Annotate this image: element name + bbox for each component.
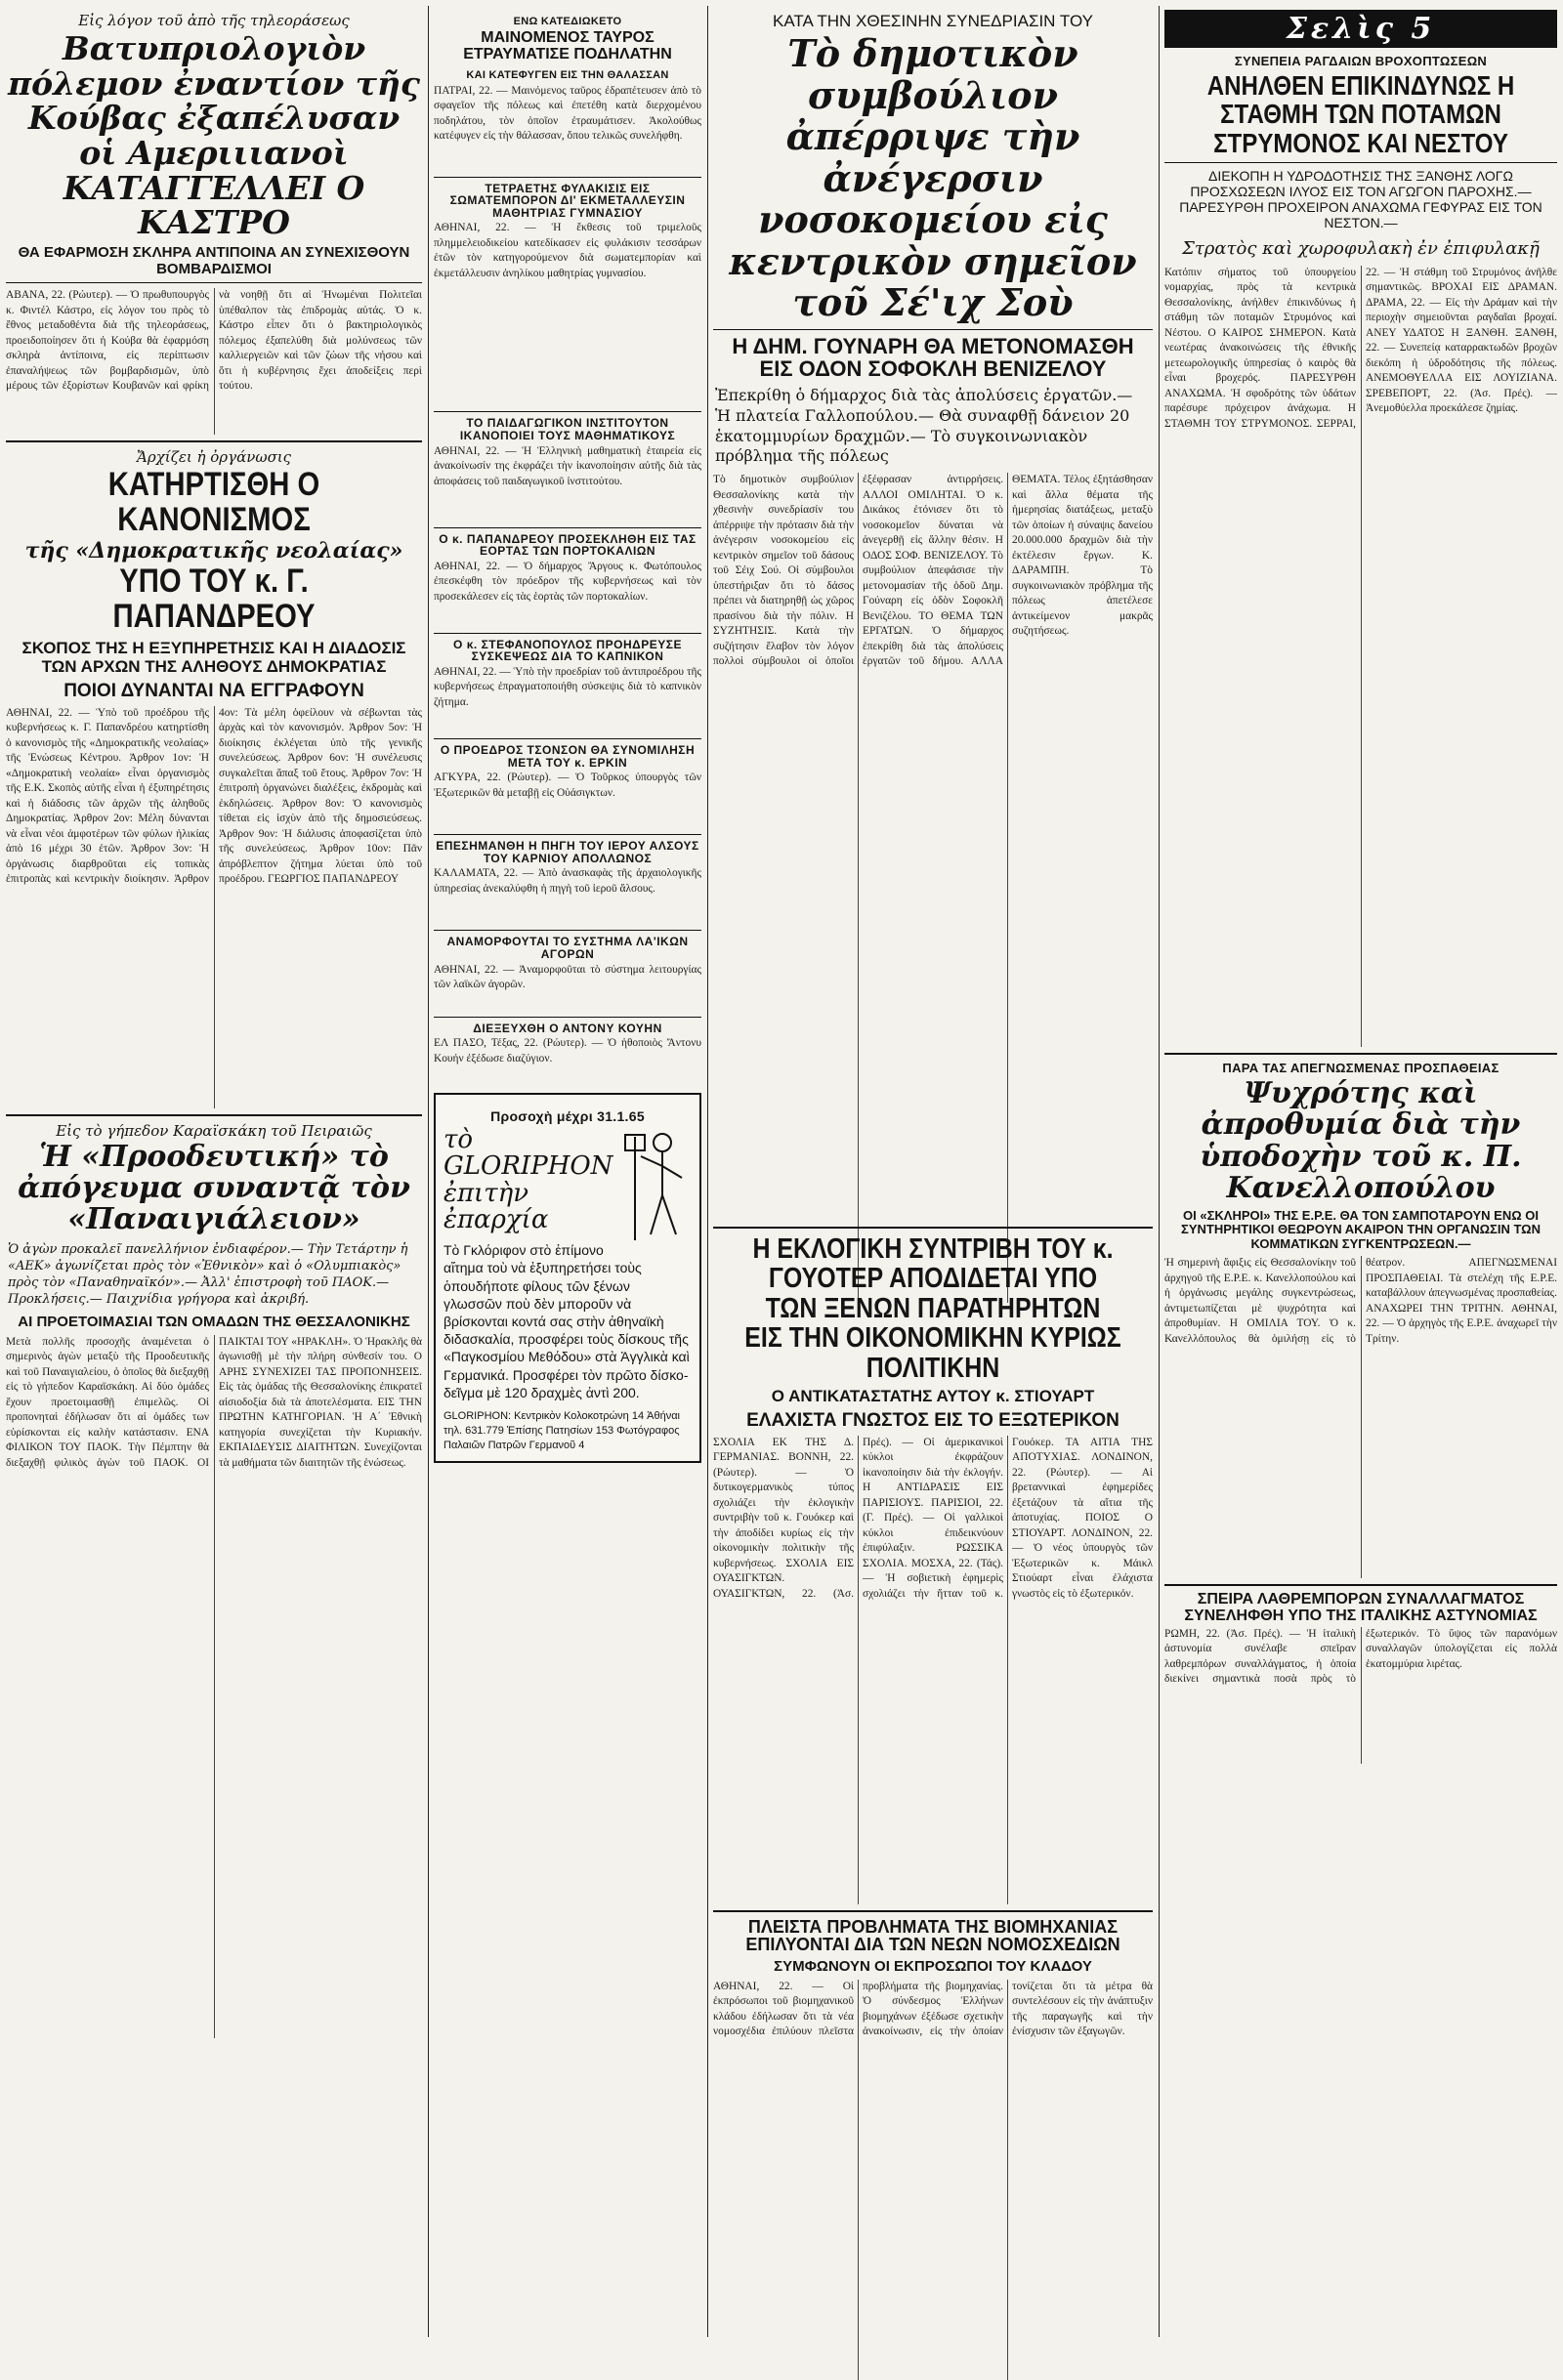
headline-quinn: ΔΙΕΞΕΥΧΘΗ Ο ΑΝΤΟΝΥ ΚΟΥΗΝ	[473, 1021, 662, 1035]
divider	[434, 930, 701, 931]
kicker: Εἰς τὸ γήπεδον Καραϊσκάκη τοῦ Πειραιῶς	[56, 1121, 372, 1140]
headline-institute: ΤΟ ΠΑΙΔΑΓΩΓΙΚΟΝ ΙΝΣΤΙΤΟΥΤΟΝ ΙΚΑΝΟΠΟΙΕΙ ΤΟΥΣ ΜΑΘΗΜΑΤΙΚΟΥΣ	[459, 416, 676, 442]
article-body: ΡΩΜΗ, 22. (Ἀσ. Πρές). — Ἡ ἰταλικὴ ἀστυνομία συνέλαβε σπεῖραν λαθρεμπόρων συναλλάγματος, ἡ ὁποία διεκίνει σημαντικὰ ποσὰ πρὸς τὸ ἐξωτερικόν. Τὸ ὕψος τῶν παρανόμων συναλλαγῶν ὑπολογίζεται εἰς πολλὰ ἑκατομμύρια λιρέτας.	[1164, 1627, 1557, 1686]
headline-regulation-sub: τῆς «Δημοκρατικῆς νεολαίας»	[24, 537, 403, 564]
headline-council: Τὸ δημοτικὸν συμβούλιον ἀπέρριψε τὴν ἀνέγερσιν νοσοκομείου εἰς κεντρικὸν σημεῖον τοῦ Σέ'ιχ Σοὺ	[729, 31, 1137, 325]
kicker: Ἄρχίζει ἡ ὀργάνωσις	[136, 448, 292, 467]
headline-tobacco: Ο κ. ΣΤΕΦΑΝΟΠΟΥΛΟΣ ΠΡΟΗΔΡΕΥΣΕ ΣΥΣΚΕΨΕΩΣ ΔΙΑ ΤΟ ΚΑΠΝΙΚΟΝ	[453, 637, 682, 664]
article-body: ΑΘΗΝΑΙ, 22. — Ὁ δήμαρχος Ἄργους κ. Φωτόπουλος ἐπεσκέφθη τὸν πρόεδρον τῆς κυβερνήσεως καὶ τὸν προσεκάλεσεν εἰς τὰς ἑορτὰς τῶν πορτοκαλίων.	[434, 560, 701, 603]
headline-industry: ΠΛΕΙΣΤΑ ΠΡΟΒΛΗΜΑΤΑ ΤΗΣ ΒΙΟΜΗΧΑΝΙΑΣ ΕΠΙΛΥΟΝΤΑΙ ΔΙΑ ΤΩΝ ΝΕΩΝ ΝΟΜΟΣΧΕΔΙΩΝ	[745, 1916, 1120, 1955]
gloriphon-advertisement	[434, 1093, 701, 1462]
headline-johnson: Ο ΠΡΟΕΔΡΟΣ ΤΣΟΝΣΟΝ ΘΑ ΣΥΝΟΜΙΛΗΣΗ ΜΕΤΑ ΤΟΥ κ. ΕΡΚΙΝ	[440, 742, 696, 770]
headline-bull: ΜΑΙΝΟΜΕΝΟΣ ΤΑΥΡΟΣ ΕΤΡΑΥΜΑΤΙΣΕ ΠΟΔΗΛΑΤΗΝ	[463, 29, 672, 63]
article-body: ΑΘΗΝΑΙ, 22. — Ἡ ἔκθεσις τοῦ τριμελοῦς πλημμελειοδικείου κατεδίκασεν εἰς φυλάκισιν τεσσάρων ἐτῶν τὸν κατηγορούμενον διὰ σωματεμπορίαν καὶ ἐκμετάλλευσιν ἀνηλίκου μαθητρίας γυμνασίου.	[434, 222, 701, 279]
page-number-logo: Σελὶς 5	[1164, 10, 1557, 48]
kicker: ΕΝΩ ΚΑΤΕΔΙΩΚΕΤΟ	[513, 16, 622, 27]
divider	[713, 1227, 1153, 1229]
column-rule	[707, 6, 708, 2337]
divider	[434, 738, 701, 739]
ad-deadline: Προσοχὴ μέχρι 31.1.65	[490, 1108, 645, 1125]
divider	[434, 633, 701, 634]
article-body: Κατόπιν σήματος τοῦ ὑπουργείου νομαρχίας, πρὸς τὰ κεντρικὰ Θεσσαλονίκης, ἀνήλθεν ἐπικινδύνως ἡ στάθμη τῶν ποταμῶν Στρυμόνος καὶ Νέστου. Ο ΚΑΙΡΟΣ ΣΗΜΕΡΟΝ. Κατὰ νεωτέρας ἀνακοινώσεις τῆς ἐθνικῆς μετεωρολογικῆς ὑπηρεσίας ὁ καιρὸς θὰ εἶναι βροχερός. ΠΑΡΕΣΥΡΘΗ ΑΝΑΧΩΜΑ. Ἡ σφοδρότης τῶν ὑδάτων παρέσυρε πρόχειρον ἀνάχωμα. Η ΣΤΑΘΜΗ ΤΟΥ ΣΤΡΥΜΟΝΟΣ. ΣΕΡΡΑΙ, 22. — Ἡ στάθμη τοῦ Στρυμόνος ἀνῆλθε σημαντικῶς. ΒΡΟΧΑΙ ΕΙΣ ΔΡΑΜΑΝ. ΔΡΑΜΑ, 22. — Εἰς τὴν Δράμαν καὶ τὴν περιοχὴν σημειοῦνται ραγδαῖαι βροχαί. ΑΝΕΥ ΥΔΑΤΟΣ Η ΞΑΝΘΗ. ΞΑΝΘΗ, 22. — Συνεπείᾳ καταρρακτωδῶν βροχῶν διεκόπη ἡ ὑδροδότησις τῆς πόλεως. ΑΝΕΜΟΘΥΕΛΛΑ ΕΙΣ ΛΟΥΙΖΙΑΝΑ. ΣΡΕΒΕΠΟΡΤ, 22. (Ἀσ. Πρές). — Ἀνεμοθύελλα προεκάλεσε ζημίας.	[1164, 266, 1557, 430]
column-center-bottom	[713, 1221, 1153, 2380]
article-body: Ἡ σημερινὴ ἄφιξις εἰς Θεσσαλονίκην τοῦ ἀρχηγοῦ τῆς Ε.Ρ.Ε. κ. Κανελλοπούλου καὶ ἡ ὀργάνωσις μεγάλης συγκεντρώσεως, ἀντιμετωπίζεται μὲ ψυχρότητα καὶ ἀπροθυμίαν. Η ΟΜΙΛΙΑ ΤΟΥ. Ὁ κ. Κανελλόπουλος θὰ ὁμιλήσῃ εἰς τὸ θέατρον. ΑΠΕΓΝΩΣΜΕΝΑΙ ΠΡΟΣΠΑΘΕΙΑΙ. Τὰ στελέχη τῆς Ε.Ρ.Ε. καταβάλλουν ἀπεγνωσμένας προσπαθείας. ΑΝΑΧΩΡΕΙ ΤΗΝ ΤΡΙΤΗΝ. ΑΘΗΝΑΙ, 22. — Ὁ ἀρχηγὸς τῆς Ε.Ρ.Ε. ἀναχωρεῖ τὴν Τρίτην.	[1164, 1257, 1557, 1345]
article-body: ΑΘΗΝΑΙ, 22. — Οἱ ἐκπρόσωποι τοῦ βιομηχανικοῦ κλάδου ἐδήλωσαν ὅτι τὰ νέα νομοσχέδια ἐπιλύουν πλεῖστα προβλήματα τῆς βιομηχανίας. Ὁ σύνδεσμος Ἑλλήνων βιομηχάνων ἐξέδωσε σχετικὴν ἀνακοίνωσιν, εἰς τὴν ὁποίαν τονίζεται ὅτι τὰ μέτρα θὰ συντελέσουν εἰς τὴν ἀνάπτυξιν τῆς παραγωγῆς καὶ τὴν ἐνίσχυσιν τῶν ἐξαγωγῶν.	[713, 1980, 1153, 2038]
article-body: ΕΛ ΠΑΣΟ, Τέξας, 22. (Ρώυτερ). — Ὁ ἠθοποιὸς Ἄντονυ Κουήν ἐξέδωσε διαζύγιον.	[434, 1037, 701, 1065]
lead-paragraph: Στρατὸς καὶ χωροφυλακὴ ἐν ἐπιφυλακῇ	[1182, 237, 1540, 259]
divider	[434, 834, 701, 835]
article-body: ΠΑΤΡΑΙ, 22. — Μαινόμενος ταῦρος ἐδραπέτευσεν ἀπὸ τὸ σφαγεῖον τῆς πόλεως καὶ ἐπετέθη κατὰ διερχομένου ποδηλάτου, τὸν ὁποῖον ἐτραυμάτισεν. Ἀκολούθως κατέφυγεν εἰς τὴν θάλασσαν, ὅπου τελικῶς συνελήφθη.	[434, 84, 701, 143]
person-with-sign-icon	[623, 1127, 692, 1244]
column-rule	[428, 6, 429, 2337]
headline-markets: ΑΝΑΜΟΡΦΟΥΤΑΙ ΤΟ ΣΥΣΤΗΜΑ ΛΑ'ΙΚΩΝ ΑΓΟΡΩΝ	[446, 935, 689, 961]
subheadline: ΔΙΕΚΟΠΗ Η ΥΔΡΟΔΟΤΗΣΙΣ ΤΗΣ ΞΑΝΘΗΣ ΛΟΓΩ ΠΡΟΣΧΩΣΕΩΝ ΙΛΥΟΣ ΕΙΣ ΤΟΝ ΑΓΩΓΟΝ ΠΑΡΟΧΗΣ.— ΠΑΡΕΣΥΡΘΗ ΠΡΟΧΕΙΡΟΝ ΑΝΑΧΩΜΑ ΓΕΦΥΡΑΣ ΕΙΣ ΤΟΝ ΝΕΣΤΟΝ.—	[1179, 168, 1542, 231]
headline-regulation: ΚΑΤΗΡΤΙΣΘΗ Ο ΚΑΝΟΝΙΣΜΟΣ	[107, 466, 320, 538]
ad-title: τὸ GLORIPHON ἐπιτὴν ἐπαρχία	[444, 1125, 613, 1234]
headline-kanellopoulos: Ψυχρότης καὶ ἀπροθυμία διὰ τὴν ὑποδοχὴν τοῦ κ. Π. Κανελλοπούλου	[1200, 1075, 1522, 1206]
divider	[6, 282, 422, 283]
headline-oranges: Ο κ. ΠΑΠΑΝΔΡΕΟΥ ΠΡΟΣΕΚΛΗΘΗ ΕΙΣ ΤΑΣ ΕΟΡΤΑΣ ΤΩΝ ΠΟΡΤΟΚΑΛΙΩΝ	[439, 531, 697, 559]
subheadline-street: Η ΔΗΜ. ΓΟΥΝΑΡΗ ΘΑ ΜΕΤΟΝΟΜΑΣΘΗ ΕΙΣ ΟΔΟΝ ΣΟΦΟΚΛΗ ΒΕΝΙΖΕΛΟΥ	[732, 333, 1134, 381]
headline-smugglers: ΣΠΕΙΡΑ ΛΑΘΡΕΜΠΟΡΩΝ ΣΥΝΑΛΛΑΓΜΑΤΟΣ ΣΥΝΕΛΗΦΘΗ ΥΠΟ ΤΗΣ ΙΤΑΛΙΚΗΣ ΑΣΤΥΝΟΜΙΑΣ	[1184, 1591, 1538, 1625]
subheadline: ΚΑΙ ΚΑΤΕΦΥΓΕΝ ΕΙΣ ΤΗΝ ΘΑΛΑΣΣΑΝ	[466, 68, 669, 81]
kicker: ΣΥΝΕΠΕΙΑ ΡΑΓΔΑΙΩΝ ΒΡΟΧΟΠΤΩΣΕΩΝ	[1234, 54, 1488, 68]
lead-paragraph: Ἐπεκρίθη ὁ δήμαρχος διὰ τὰς ἀπολύσεις ἐργατῶν.— Ἡ πλατεία Γαλλοπούλου.— Θὰ συναφθῇ δάνειον 20 ἑκατομμυρίων δραχμῶν.— Τὸ συγκοινωνιακὸν πρόβλημα τῆς πόλεως	[715, 386, 1133, 466]
divider	[434, 527, 701, 528]
subheadline: ΘΑ ΕΦΑΡΜΟΣΗ ΣΚΛΗΡΑ ΑΝΤΙΠΟΙΝΑ ΑΝ ΣΥΝΕΧΙΣΘΟΥΝ ΒΟΜΒΑΡΔΙΣΜΟΙ	[18, 243, 410, 277]
lead-paragraph: Ὁ ἀγὼν προκαλεῖ πανελλήνιον ἐνδιαφέρον.— Τὴν Τετάρτην ἡ «ΑΕΚ» ἀγωνίζεται πρὸς τὸν «Ἐθνικὸν» καὶ ὁ «Ολυμπιακὸς» πρὸς τὸν «Παναθηναϊκόν».— Ἀλλ' ἐπιστροφὴ τοῦ ΠΑΟΚ.— Προκλήσεις.— Παιχνίδια γρήγορα καὶ ἀκριβή.	[8, 1241, 408, 1307]
subheadline: ΟΙ «ΣΚΛΗΡΟΙ» ΤΗΣ Ε.Ρ.Ε. ΘΑ ΤΟΝ ΣΑΜΠΟΤΑΡΟΥΝ ΕΝΩ ΟΙ ΣΥΝΤΗΡΗΤΙΚΟΙ ΘΕΩΡΟΥΝ ΑΚΑΙΡΟΝ ΤΗΝ ΟΡΓΑΝΩΣΙΝ ΤΩΝ ΚΟΜΜΑΤΙΚΩΝ ΣΥΓΚΕΝΤΡΩΣΕΩΝ.—	[1181, 1207, 1541, 1252]
column-rule	[1159, 6, 1160, 2337]
divider	[434, 1017, 701, 1018]
divider	[1164, 1584, 1557, 1586]
divider	[6, 1114, 422, 1116]
headline-election: Η ΕΚΛΟΓΙΚΗ ΣΥΝΤΡΙΒΗ ΤΟΥ κ. ΓΟΥΟΤΕΡ ΑΠΟΔΙΔΕΤΑΙ ΥΠΟ ΤΩΝ ΞΕΝΩΝ ΠΑΡΑΤΗΡΗΤΩΝ ΕΙΣ ΤΗΝ ΟΙΚΟΝΟΜΙΚΗΝ ΚΥΡΙΩΣ ΠΟΛΙΤΙΚΗΝ	[744, 1233, 1121, 1384]
article-body: Τὸ δημοτικὸν συμβούλιον Θεσσαλονίκης κατὰ τὴν χθεσινὴν συνεδρίασίν του ἀπέρριψε τὴν πρότασιν διὰ τὴν ἀνέγερσιν νοσοκομείου εἰς κεντρικὸν σημεῖον τοῦ δάσους τοῦ Σέιχ Σού. Οἱ σύμβουλοι ὑπεστήριξαν ὅτι τὸ δάσος πρέπει νὰ διατηρηθῇ ὡς χῶρος πρασίνου διὰ τὴν πόλιν. Η ΣΥΖΗΤΗΣΙΣ. Κατὰ τὴν συζήτησιν ἔλαβον τὸν λόγον πολλοὶ σύμβουλοι οἱ ὁποῖοι ἐξέφρασαν ἀντιρρήσεις. ΑΛΛΟΙ ΟΜΙΛΗΤΑΙ. Ὁ κ. Δικάκος ἐτόνισεν ὅτι τὸ νοσοκομεῖον δύναται νὰ ἀνεγερθῇ εἰς ἄλλην θέσιν. Η ΟΔΟΣ ΣΟΦ. ΒΕΝΙΖΕΛΟΥ. Τὸ συμβούλιον ἀπεφάσισε τὴν μετονομασίαν τῆς ὁδοῦ Δημ. Γούναρη εἰς ὁδὸν Σοφοκλῆ Βενιζέλου. ΤΟ ΘΕΜΑ ΤΩΝ ΕΡΓΑΤΩΝ. Ὁ δήμαρχος ἐπεκρίθη διὰ τὰς ἀπολύσεις ἐργατῶν τοῦ δήμου. ΑΛΛΑ ΘΕΜΑΤΑ. Τέλος ἐξητάσθησαν καὶ ἄλλα θέματα τῆς ἡμερησίας διατάξεως, μεταξὺ τῶν ὁποίων ἡ σύναψις δανείου 20.000.000 δραχμῶν διὰ τὴν ἐκτέλεσιν ἔργων. Κ. ΔΑΡΑΜΠΗ. Τὸ συγκοινωνιακὸν πρόβλημα τῆς πόλεως ἀπετέλεσε ἀντικείμενον μακρᾶς συζητήσεως.	[713, 474, 1153, 668]
subheadline: ΣΚΟΠΟΣ ΤΗΣ Η ΕΞΥΠΗΡΕΤΗΣΙΣ ΚΑΙ Η ΔΙΑΔΟΣΙΣ ΤΩΝ ΑΡΧΩΝ ΤΗΣ ΑΛΗΘΟΥΣ ΔΗΜΟΚΡΑΤΙΑΣ	[21, 638, 406, 677]
subheadline: ΠΟΙΟΙ ΔΥΝΑΝΤΑΙ ΝΑ ΕΓΓΡΑΦΟΥΝ	[63, 680, 364, 701]
column-center-top	[713, 10, 1153, 1303]
divider	[1164, 1053, 1557, 1055]
article-body: ΣΧΟΛΙΑ ΕΚ ΤΗΣ Δ. ΓΕΡΜΑΝΙΑΣ. ΒΟΝΝΗ, 22. (Ρώυτερ). — Ὁ δυτικογερμανικὸς τύπος σχολιάζει τὴν ἐκλογικὴν συντριβὴν τοῦ κ. Γουόκερ καὶ τὴν ἀποδίδει κυρίως εἰς τὴν οἰκονομικὴν πολιτικὴν τῆς κυβερνήσεως. ΣΧΟΛΙΑ ΕΙΣ ΟΥΑΣΙΓΚΤΩΝ. ΟΥΑΣΙΓΚΤΩΝ, 22. (Ἀσ. Πρές). — Οἱ ἀμερικανικοὶ κύκλοι ἐκφράζουν ἱκανοποίησιν διὰ τὴν ἐκλογήν. Η ΑΝΤΙΔΡΑΣΙΣ ΕΙΣ ΠΑΡΙΣΙΟΥΣ. ΠΑΡΙΣΙΟΙ, 22. (Γ. Πρές). — Οἱ γαλλικοὶ κύκλοι ἐπιδεικνύουν ἐπιφύλαξιν. ΡΩΣΣΙΚΑ ΣΧΟΛΙΑ. ΜΟΣΧΑ, 22. (Τάς). — Ἡ σοβιετικὴ ἐφημερὶς σχολιάζει τὴν ἥτταν τοῦ κ. Γουόκερ. ΤΑ ΑΙΤΙΑ ΤΗΣ ΑΠΟΤΥΧΙΑΣ. ΛΟΝΔΙΝΟΝ, 22. (Ρώυτερ). — Αἱ βρεταννικαὶ ἐφημερίδες ἐξετάζουν τὰ αἴτια τῆς ἀποτυχίας. ΠΟΙΟΣ Ο ΣΤΙΟΥΑΡΤ. ΛΟΝΔΙΝΟΝ, 22. — Ὁ νέος ὑπουργὸς τῶν Ἐξωτερικῶν κ. Μάικλ Στιούαρτ εἶναι ἐλάχιστα γνωστὸς εἰς τὸ ἐξωτερικόν.	[713, 1436, 1153, 1600]
column-second	[434, 10, 701, 1463]
ad-footer: GLORIPHON: Κεντρικὸν Κολοκοτρώνη 14 Ἀθήναι τηλ. 631.779 Ἐπίσης Πατησίων 153 Φωτόγραφος Παλαιῶν Πατρῶν Γερμανοῦ 4	[444, 1409, 681, 1451]
ad-body: Τὸ Γκλόριφον στὸ ἐπίμονο αἴτημα τοὺ νὰ ἐξυπηρετήσει τοὺς ὁπουδήποτε φίλους τῶν ξένων γλωσσῶν ποὺ δὲν μποροῦν νὰ βρίσκονται κοντά σας στὴν ἀθηναϊκὴ διδασκαλία, προσφέρει τοὺς δίσκους τῆς «Παγκοσμίου Μεθόδου» στὰ Ἀγγλικὰ καὶ Γερμανικά. Προσφέρει τὸν πρῶτο δίσκο-δεῖγμα μὲ 120 δραχμὲς ἀντὶ 200.	[444, 1242, 690, 1400]
subheadline: Ο ΑΝΤΙΚΑΤΑΣΤΑΤΗΣ ΑΥΤΟΥ κ. ΣΤΙΟΥΑΡΤ	[771, 1387, 1095, 1406]
divider	[713, 329, 1153, 330]
article-body: ΑΘΗΝΑΙ, 22. — Ἀναμορφοῦται τὸ σύστημα λειτουργίας τῶν λαϊκῶν ἀγορῶν.	[434, 963, 701, 990]
article-body: ΑΘΗΝΑΙ, 22. — Ὑπὸ τὴν προεδρίαν τοῦ ἀντιπροέδρου τῆς κυβερνήσεως ἐπραγματοποιήθη σύσκεψις διὰ τὸ καπνικὸν ζήτημα.	[434, 665, 701, 708]
headline-cuba: Βατυπριολογιὸν πόλεμον ἐναντίον τῆς Κούβας ἐξαπέλυσαν οἱ Αμεριιιανοὶ ΚΑΤΑΓΓΕΛΛΕΙ Ο ΚΑΣΤΡΟ	[7, 29, 421, 242]
headline-rivers: ΑΝΗΛΘΕΝ ΕΠΙΚΙΝΔΥΝΩΣ Η ΣΤΑΘΜΗ ΤΩΝ ΠΟΤΑΜΩΝ ΣΤΡΥΜΟΝΟΣ ΚΑΙ ΝΕΣΤΟΥ	[1206, 70, 1515, 158]
kicker: ΚΑΤΑ ΤΗΝ ΧΘΕΣΙΝΗΝ ΣΥΝΕΔΡΙΑΣΙΝ ΤΟΥ	[773, 12, 1093, 30]
subheadline: ΣΥΜΦΩΝΟΥΝ ΟΙ ΕΚΠΡΟΣΩΠΟΙ ΤΟΥ ΚΛΑΔΟΥ	[774, 1958, 1092, 1976]
headline-papandreou: ΥΠΟ ΤΟΥ κ. Γ. ΠΑΠΑΝΔΡΕΟΥ	[112, 563, 316, 636]
column-left	[6, 10, 422, 2038]
article-body: ΑΓΚΥΡΑ, 22. (Ρώυτερ). — Ὁ Τοῦρκος ὑπουργὸς τῶν Ἐξωτερικῶν θὰ μεταβῇ εἰς Οὐάσιγκτων.	[434, 772, 701, 799]
divider	[6, 440, 422, 442]
column-right	[1164, 10, 1557, 1764]
article-body: ΑΘΗΝΑΙ, 22. — Ὑπὸ τοῦ προέδρου τῆς κυβερνήσεως κ. Γ. Παπανδρέου κατηρτίσθη ὁ κανονισμὸς τῆς «Δημοκρατικῆς νεολαίας» τῆς Ἑνώσεως Κέντρου. Ἀρθρον 1ον: Ἡ «Δημοκρατικὴ νεολαία» εἶναι ὀργανισμὸς τῆς Ε.Κ. Σκοπὸς αὐτῆς εἶναι ἡ ἐξυπηρέτησις καὶ ἡ διάδοσις τῶν ἀρχῶν τῆς ἀληθοῦς Δημοκρατίας. Ἀρθρον 2ον: Μέλη δύνανται νὰ εἶναι νέοι ἀμφοτέρων τῶν φύλων ἡλικίας ἀπὸ 16 μέχρι 30 ἐτῶν. Ἀρθρον 3ον: Ἡ ὀργάνωσις διαρθροῦται εἰς τοπικὰς ἐπιτροπὰς καὶ κεντρικὴν διοίκησιν. Ἀρθρον 4ον: Τὰ μέλη ὀφείλουν νὰ σέβωνται τὰς ἀρχὰς καὶ τὸν κανονισμόν. Ἀρθρον 5ον: Ἡ διοίκησις ἐκλέγεται ὑπὸ τῆς γενικῆς συνελεύσεως. Ἀρθρον 6ον: Ἡ συνέλευσις συγκαλεῖται ἅπαξ τοῦ ἔτους. Ἀρθρον 7ον: Ἡ ἐπιτροπὴ ὀργανώνει διαλέξεις, ἐκδρομὰς καὶ ἐκδηλώσεις. Ἀρθρον 8ον: Ὁ κανονισμὸς τίθεται εἰς ἰσχὺν ἀπὸ τῆς δημοσιεύσεως. Ἀρθρον 9ον: Ἡ διάλυσις ἀποφασίζεται ὑπὸ τῆς συνελεύσεως. Ἀρθρον 10ον: Πᾶν ἀπρόβλεπτον ζήτημα λύεται ὑπὸ τοῦ προέδρου. ΓΕΩΡΓΙΟΣ ΠΑΠΑΝΔΡΕΟΥ	[6, 706, 422, 886]
subheadline: ΑΙ ΠΡΟΕΤΟΙΜΑΣΙΑΙ ΤΩΝ ΟΜΑΔΩΝ ΤΗΣ ΘΕΣΣΑΛΟΝΙΚΗΣ	[18, 1314, 410, 1331]
divider	[434, 177, 701, 178]
divider	[713, 1910, 1153, 1912]
headline-sentence: ΤΕΤΡΑΕΤΗΣ ΦΥΛΑΚΙΣΙΣ ΕΙΣ ΣΩΜΑΤΕΜΠΟΡΟΝ ΔΙ' ΕΚΜΕΤΑΛΛΕΥΣΙΝ ΜΑΘΗΤΡΙΑΣ ΓΥΜΝΑΣΙΟΥ	[449, 181, 686, 220]
kicker: ΠΑΡΑ ΤΑΣ ΑΠΕΓΝΩΣΜΕΝΑΣ ΠΡΟΣΠΑΘΕΙΑΣ	[1222, 1060, 1500, 1075]
divider	[434, 411, 701, 412]
subheadline: ΕΛΑΧΙΣΤΑ ΓΝΩΣΤΟΣ ΕΙΣ ΤΟ ΕΞΩΤΕΡΙΚΟΝ	[746, 1409, 1119, 1431]
headline-spring: ΕΠΕΣΗΜΑΝΘΗ Η ΠΗΓΗ ΤΟΥ ΙΕΡΟΥ ΑΛΣΟΥΣ ΤΟΥ ΚΑΡΝΙΟΥ ΑΠΟΛΛΩΝΟΣ	[436, 839, 699, 865]
article-body: ΚΑΛΑΜΑΤΑ, 22. — Ἀπὸ ἀνασκαφὰς τῆς ἀρχαιολογικῆς ὑπηρεσίας ἀνεκαλύφθη ἡ πηγὴ τοῦ ἱεροῦ ἄλσους.	[434, 867, 701, 895]
divider	[1164, 162, 1557, 163]
article-body: ΑΒΑΝΑ, 22. (Ρώυτερ). — Ὁ πρωθυπουργὸς κ. Φιντέλ Κάστρο, εἰς λόγον του πρὸς τὸ ἔθνος μεταδοθέντα διὰ τῆς τηλεοράσεως, προειδοποίησεν ὅτι ἡ Κούβα θὰ ἐφαρμόση σκληρὰ ἀντίποινα, εἰς περίπτωσιν ἐπαναλήψεως τῶν βομβαρδισμῶν, ὑπὸ μέρους τῶν ἐξορίστων Κουβανῶν καὶ φρίκη νὰ νοηθῇ ὅτι αἱ Ἡνωμέναι Πολιτεῖαι ὑπέθαλπον τὰς ἐπιδρομὰς αὐτάς. Ὁ κ. Κάστρο εἶπεν ὅτι ὁ βακτηριολογικὸς πόλεμος ἐξαπελύθη διὰ μολύνσεως τῶν καλλιεργειῶν καὶ τῶν ζώων τῆς νήσου καὶ ὅτι ἡ κυβέρνησις ἔχει ἀποδείξεις περὶ τούτου.	[6, 289, 422, 393]
article-body: ΑΘΗΝΑΙ, 22. — Ἡ Ἑλληνικὴ μαθηματικὴ ἑταιρεία εἰς ἀνακοίνωσίν της ἐκφράζει τὴν ἱκανοποίησιν αὐτῆς διὰ τὰς ἀποφάσεις τοῦ παιδαγωγικοῦ ἰνστιτούτου.	[434, 444, 701, 487]
headline-football: Ἡ «Προοδευτική» τὸ ἀπόγευμα συναντᾷ τὸν «Παναιγιάλειον»	[18, 1139, 410, 1237]
kicker: Εἰς λόγον τοῦ ἀπὸ τῆς τηλεοράσεως	[78, 12, 350, 29]
article-body: Μετὰ πολλῆς προσοχῆς ἀναμένεται ὁ σημερινὸς ἀγὼν μεταξὺ τῆς Προοδευτικῆς καὶ τοῦ Παναιγιαλείου, ὁ ὁποῖος θὰ διεξαχθῇ εἰς τὸ γήπεδον Καραϊσκάκη. Αἱ δύο ὁμάδες ἔχουν προετοιμασθῇ ἐπιμελῶς. Οἱ προπονηταὶ ἐδήλωσαν ὅτι αἱ ὁμάδες των εὑρίσκονται εἰς καλὴν κατάστασιν. ΕΝΑ ΦΙΛΙΚΟΝ ΤΟΥ ΠΑΟΚ. Τὴν Πέμπτην θὰ διεξαχθῇ φιλικὸς ἀγὼν τοῦ ΠΑΟΚ. ΟΙ ΠΑΙΚΤΑΙ ΤΟΥ «ΗΡΑΚΛΗ». Ὁ Ἡρακλῆς θὰ ἀγωνισθῇ μὲ τὴν πλήρη σύνθεσίν του. Ο ΑΡΗΣ ΣΥΝΕΧΙΖΕΙ ΤΑΣ ΠΡΟΠΟΝΗΣΕΙΣ. Εἰς τὰς ὁμάδας τῆς Θεσσαλονίκης ἐπικρατεῖ αἰσιοδοξία διὰ τὰ ἀποτελέσματα. ΕΙΣ ΤΗΝ ΠΡΩΤΗΝ ΚΑΤΗΓΟΡΙΑΝ. Ἡ Α΄ Ἐθνικὴ κατηγορία συνεχίζεται τὴν Κυριακήν. ΕΚΠΑΙΔΕΥΣΙΣ ΔΙΑΙΤΗΤΩΝ. Συνεχίζονται τὰ μαθήματα τῶν διαιτητῶν τῆς ἑνώσεως.	[6, 1335, 422, 1469]
